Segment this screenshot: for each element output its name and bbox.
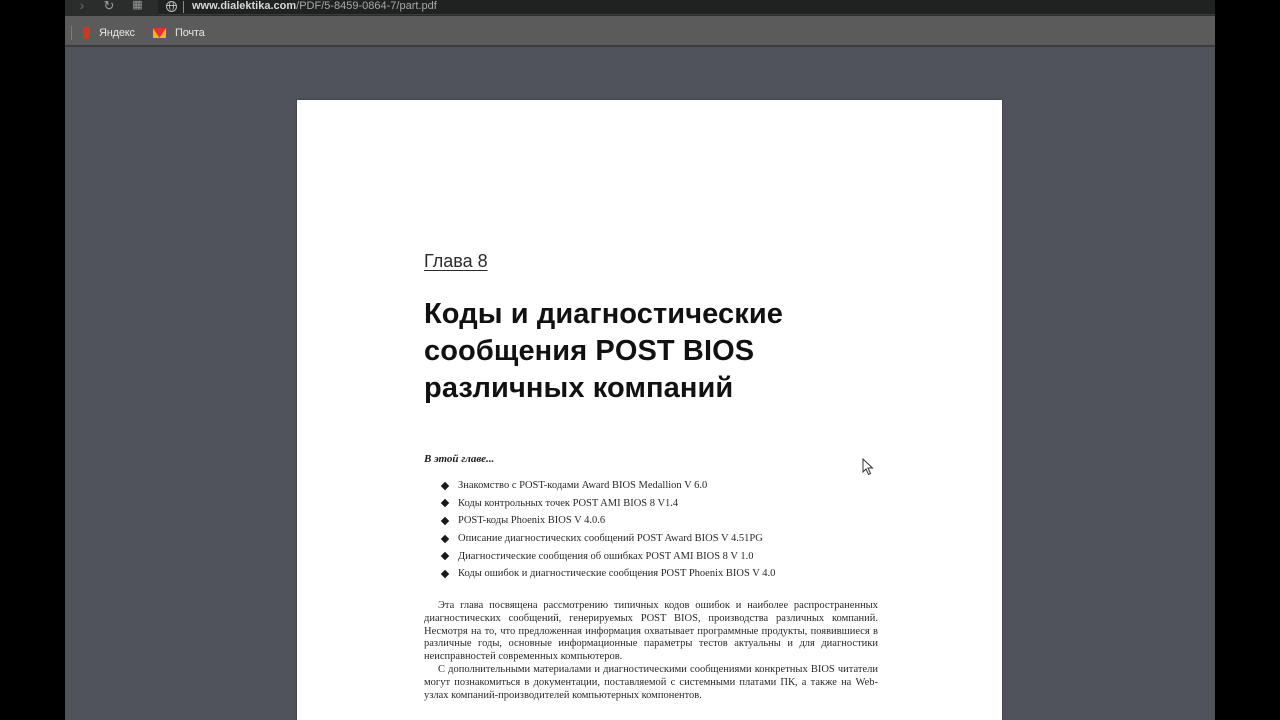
chapter-label: Глава 8 xyxy=(424,251,488,271)
reload-icon: ↻ xyxy=(103,0,115,13)
url-path: /PDF/5-8459-0864-7/part.pdf xyxy=(296,0,437,12)
title-line: сообщения POST BIOS xyxy=(424,335,755,367)
intro-heading: В этой главе... xyxy=(424,453,495,465)
list-item xyxy=(440,565,775,583)
bookmark-label: Почта xyxy=(175,27,205,39)
address-bar[interactable] xyxy=(158,0,1215,15)
forward-button[interactable] xyxy=(75,0,89,16)
mail-icon xyxy=(153,28,166,38)
topic-text: Знакомство с POST-кодами Award BIOS Medallion V 6.0 xyxy=(458,480,708,492)
bookmark-yandex[interactable] xyxy=(83,25,135,41)
topic-text: POST-коды Phoenix BIOS V 4.0.6 xyxy=(458,515,606,527)
diamond-bullet-icon xyxy=(441,482,449,490)
address-separator xyxy=(183,1,184,13)
diamond-bullet-icon xyxy=(441,517,449,525)
body-text xyxy=(424,600,878,702)
chevron-right-icon: › xyxy=(79,0,85,13)
list-item xyxy=(440,530,775,548)
topic-text: Коды контрольных точек POST AMI BIOS 8 V1.4 xyxy=(458,497,679,509)
topic-text: Коды ошибок и диагностические сообщения POST Phoenix BIOS V 4.0 xyxy=(458,568,776,580)
topic-text: Диагностические сообщения об ошибках POST AMI BIOS 8 V 1.0 xyxy=(458,550,754,562)
bookmark-mail[interactable] xyxy=(153,25,205,41)
paragraph: Эта глава посвящена рассмотрению типичных кодов ошибок и наиболее распространенных диагностических сообщений, генерируемых POST BIOS, производства различных компаний. Несмотря на то, что предложенная информация охватывает программные продукты, появившиеся в различные годы, основные информационные параметры тестов актуальны и для диагностики неисправностей современных компьютеров. xyxy=(424,600,878,663)
topic-list xyxy=(440,477,775,583)
list-item xyxy=(440,547,775,565)
reload-button[interactable] xyxy=(101,0,117,16)
letterbox-left xyxy=(0,0,65,720)
browser-window xyxy=(65,0,1215,720)
title-line: различных компаний xyxy=(424,372,734,404)
bookmarks-divider xyxy=(71,26,72,40)
bookmark-label: Яндекс xyxy=(99,27,135,39)
browser-toolbar xyxy=(65,0,1215,16)
title-line: Коды и диагностические xyxy=(424,298,783,330)
diamond-bullet-icon xyxy=(441,552,449,560)
list-item xyxy=(440,512,775,530)
yandex-icon xyxy=(83,27,90,39)
list-item xyxy=(440,477,775,495)
chapter-title xyxy=(424,296,944,407)
bookmarks-bar xyxy=(65,16,1215,47)
topic-text: Описание диагностических сообщений POST Award BIOS V 4.51PG xyxy=(458,533,763,545)
diamond-bullet-icon xyxy=(441,534,449,542)
pdf-viewer[interactable] xyxy=(65,49,1215,720)
url-domain: www.dialektika.com xyxy=(192,0,297,12)
pdf-page xyxy=(297,100,1002,720)
url-text[interactable] xyxy=(192,0,437,12)
diamond-bullet-icon xyxy=(441,499,449,507)
letterbox-right xyxy=(1215,0,1280,720)
tabs-overview-button[interactable] xyxy=(129,0,145,16)
diamond-bullet-icon xyxy=(441,570,449,578)
grid-icon: ▦ xyxy=(132,0,142,11)
globe-icon xyxy=(166,1,177,12)
paragraph: С дополнительными материалами и диагностическими сообщениями конкретных BIOS читатели могут познакомиться в документации, поставляемой с системными платами ПК, а также на Web-узлах компаний-производителей компьютерных компонентов. xyxy=(424,663,878,701)
list-item xyxy=(440,495,775,513)
